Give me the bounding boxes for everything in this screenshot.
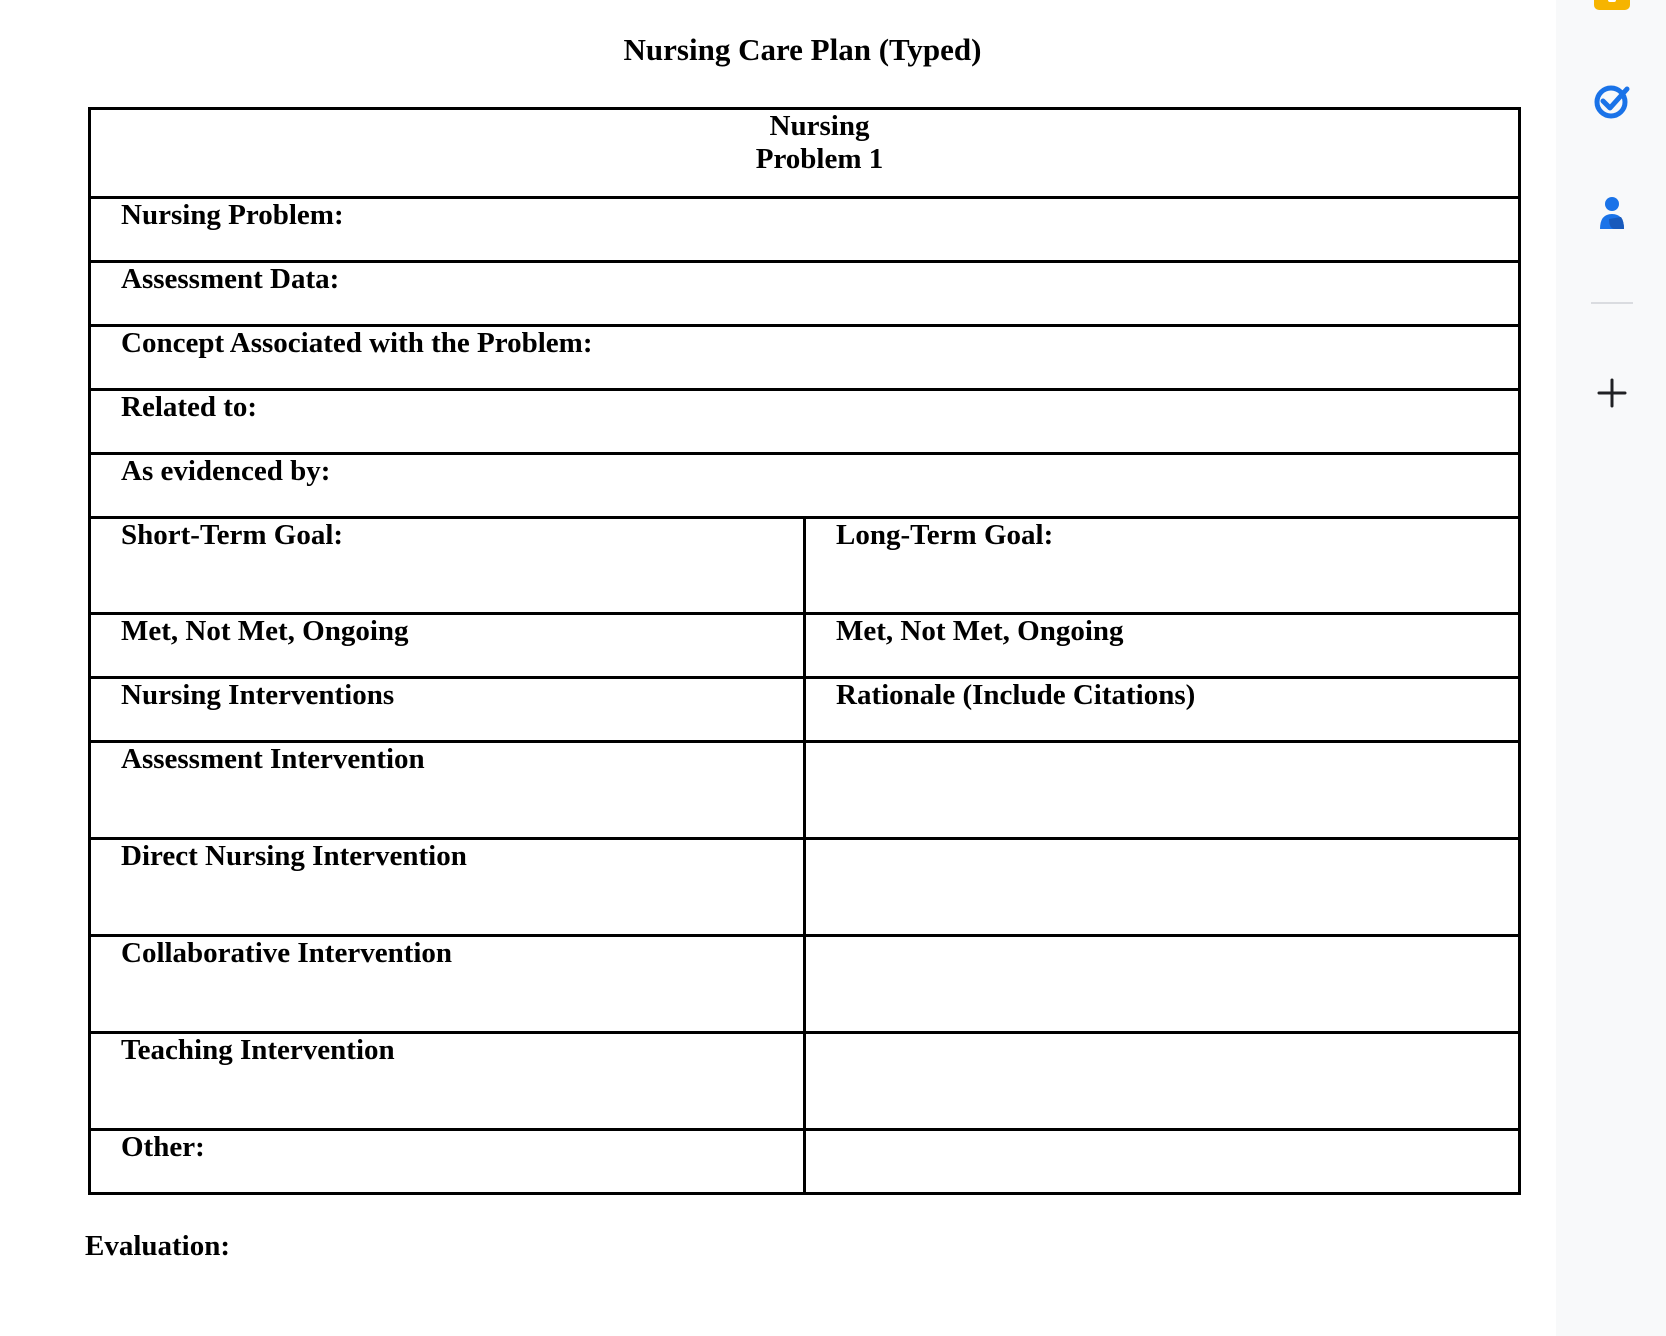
table-row [90, 1033, 1520, 1130]
teaching-intervention-cell[interactable]: Teaching Intervention [90, 1033, 805, 1130]
assessment-intervention-cell[interactable]: Assessment Intervention [90, 742, 805, 839]
table-row [90, 518, 1520, 614]
rationale-cell[interactable] [805, 742, 1520, 839]
table-row [90, 454, 1520, 518]
table-header-row [90, 109, 1520, 198]
table-row [90, 198, 1520, 262]
concept-cell[interactable]: Concept Associated with the Problem: [90, 326, 1520, 390]
table-row [90, 1130, 1520, 1194]
long-term-goal-cell[interactable]: Long-Term Goal: [805, 518, 1520, 614]
evidenced-by-cell[interactable]: As evidenced by: [90, 454, 1520, 518]
rationale-cell[interactable] [805, 1033, 1520, 1130]
long-term-status-cell[interactable]: Met, Not Met, Ongoing [805, 614, 1520, 678]
table-row [90, 262, 1520, 326]
rationale-cell[interactable] [805, 936, 1520, 1033]
rationale-cell[interactable] [805, 839, 1520, 936]
related-to-cell[interactable]: Related to: [90, 390, 1520, 454]
table-row [90, 390, 1520, 454]
rationale-header-cell[interactable]: Rationale (Include Citations) [805, 678, 1520, 742]
table-header-cell[interactable] [90, 109, 1520, 198]
collaborative-intervention-cell[interactable]: Collaborative Intervention [90, 936, 805, 1033]
assessment-data-cell[interactable]: Assessment Data: [90, 262, 1520, 326]
table-row [90, 678, 1520, 742]
table-row [90, 326, 1520, 390]
side-panel [1556, 0, 1666, 1336]
keep-icon[interactable] [1591, 0, 1633, 14]
tasks-icon[interactable] [1591, 80, 1633, 122]
rationale-cell[interactable] [805, 1130, 1520, 1194]
header-line-2: Problem 1 [755, 143, 884, 175]
table-row [90, 742, 1520, 839]
other-intervention-cell[interactable]: Other: [90, 1130, 805, 1194]
direct-intervention-cell[interactable]: Direct Nursing Intervention [90, 839, 805, 936]
document-title: Nursing Care Plan (Typed) [623, 32, 982, 67]
short-term-status-cell[interactable]: Met, Not Met, Ongoing [90, 614, 805, 678]
add-icon[interactable] [1591, 372, 1633, 414]
header-line-1: Nursing [769, 110, 870, 142]
contacts-icon[interactable] [1591, 193, 1633, 235]
short-term-goal-cell[interactable]: Short-Term Goal: [90, 518, 805, 614]
table-row [90, 614, 1520, 678]
interventions-header-cell[interactable]: Nursing Interventions [90, 678, 805, 742]
evaluation-label: Evaluation: [85, 1230, 231, 1262]
care-plan-table [88, 107, 1521, 1195]
nursing-problem-cell[interactable]: Nursing Problem: [90, 198, 1520, 262]
table-row [90, 839, 1520, 936]
side-panel-divider [1591, 302, 1633, 304]
table-row [90, 936, 1520, 1033]
